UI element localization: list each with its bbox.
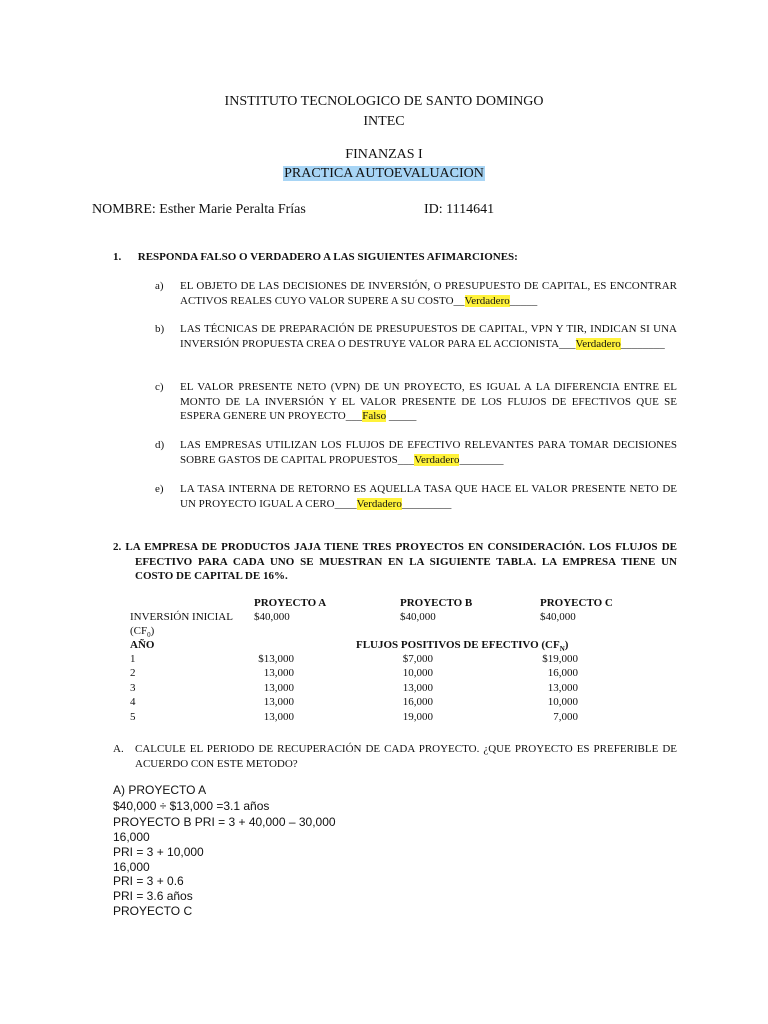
question-2a <box>113 742 677 772</box>
student-id: ID: 1114641 <box>424 202 495 217</box>
question-e-prompt: LA TASA INTERNA DE RETORNO ES AQUELLA TASA QUE HACE EL VALOR PRESENTE NETO DE UN PROYECTO IGUAL A CERO____ <box>180 483 677 510</box>
flow-cell-project-c: 13,000 <box>547 681 578 694</box>
flow-year-cell: 2 <box>130 667 136 680</box>
flow-cell-project-c: 16,000 <box>547 667 578 680</box>
question-b <box>155 322 677 366</box>
flow-cell-project-b: 10,000 <box>402 667 433 680</box>
table-header-project-c: PROYECTO C <box>540 597 613 609</box>
flow-cell-project-c: $19,000 <box>542 653 578 665</box>
question-e-text <box>180 482 677 511</box>
course-title: FINANZAS I <box>345 147 423 162</box>
question-d-blank: ________ <box>459 453 504 466</box>
flow-cell-project-a: 13,000 <box>263 696 294 709</box>
section2-heading: 2. LA EMPRESA DE PRODUCTOS JAJA TIENE TRES PROYECTOS EN CONSIDERACIÓN. LOS FLUJOS DE EFECTIVO PARA CADA UNO SE MUESTRAN EN LA SIGUIENTE TABLA. LA EMPRESA TIENE UN COSTO DE CAPITAL DE 16%. <box>113 541 677 582</box>
question-2a-text: CALCULE EL PERIODO DE RECUPERACIÓN DE CADA PROYECTO. ¿QUE PROYECTO ES PREFERIBLE DE ACUERDO CON ESTE METODO? <box>135 743 677 770</box>
question-a-letter: a) <box>155 280 164 292</box>
flow-cell-project-a: 13,000 <box>263 710 294 723</box>
flow-cell-project-a: $13,000 <box>258 653 294 665</box>
work-line-1: A) PROYECTO A <box>113 783 207 797</box>
question-e-letter: e) <box>155 483 164 495</box>
institute-title: INSTITUTO TECNOLOGICO DE SANTO DOMINGO <box>224 94 544 109</box>
question-2a-letter: A. <box>113 743 124 755</box>
question-b-answer: Verdadero <box>575 337 621 350</box>
flow-cell-project-b: $7,000 <box>402 653 433 665</box>
flow-cell-project-b: 19,000 <box>402 710 433 723</box>
question-c-blank: _____ <box>386 410 417 422</box>
question-b-letter: b) <box>155 323 165 335</box>
question-e-blank: _________ <box>401 497 452 510</box>
question-a-answer: Verdadero <box>464 294 510 307</box>
practice-title-wrap <box>0 166 768 182</box>
question-a-text <box>180 279 677 308</box>
cash-flow-table <box>130 597 690 727</box>
flow-year-cell: 3 <box>130 681 136 694</box>
work-line-5: PRI = 3 + 10,000 <box>113 845 204 859</box>
question-d-letter: d) <box>155 439 165 451</box>
flow-cell-project-a: 13,000 <box>263 681 294 694</box>
flow-year-cell: 4 <box>130 696 136 709</box>
question-c-letter: c) <box>155 381 164 393</box>
work-line-9: PROYECTO C <box>113 904 193 918</box>
flow-cell-project-c: 7,000 <box>553 710 578 723</box>
question-e <box>155 482 677 512</box>
question-d-answer: Verdadero <box>414 453 460 466</box>
flow-cell-project-b: 13,000 <box>402 681 433 694</box>
section1-heading: 1. RESPONDA FALSO O VERDADERO A LAS SIGUIENTES AFIMARCIONES: <box>113 251 518 263</box>
investment-sub-label: $(CF_0)$ <box>130 625 155 640</box>
question-e-answer: Verdadero <box>356 497 402 510</box>
flow-cell-project-a: 13,000 <box>263 667 294 680</box>
flow-year-cell: 1 <box>130 653 136 665</box>
institute-abbreviation: INTEC <box>363 114 405 129</box>
work-line-6: 16,000 <box>113 860 150 874</box>
work-line-3: PROYECTO B PRI = 3 + 40,000 – 30,000 <box>113 815 336 829</box>
question-a-blank: _____ <box>509 294 538 307</box>
investment-a: $40,000 <box>254 611 290 623</box>
flow-year-cell: 5 <box>130 710 136 723</box>
flow-cell-project-c: 10,000 <box>547 696 578 709</box>
question-c <box>155 380 677 424</box>
work-line-4: 16,000 <box>113 830 150 844</box>
question-c-text <box>180 380 677 424</box>
student-name: NOMBRE: Esther Marie Peralta Frías <box>92 202 306 217</box>
question-b-blank: ________ <box>620 337 665 350</box>
question-b-prompt: LAS TÉCNICAS DE PREPARACIÓN DE PRESUPUESTOS DE CAPITAL, VPN Y TIR, INDICAN SI UNA INVERSIÓN PROPUESTA CREA O DESTRUYE VALOR PARA EL ACCIONISTA___ <box>180 323 677 350</box>
question-a-prompt: EL OBJETO DE LAS DECISIONES DE INVERSIÓN, O PRESUPUESTO DE CAPITAL, ES ENCONTRAR ACTIVOS REALES CUYO VALOR SUPERE A SU COSTO__ <box>180 280 677 307</box>
investment-b: $40,000 <box>400 611 436 623</box>
work-line-8: PRI = 3.6 años <box>113 889 193 903</box>
flows-header: FLUJOS POSITIVOS DE EFECTIVO $(CF_N)$ <box>356 639 569 654</box>
question-d-prompt: LAS EMPRESAS UTILIZAN LOS FLUJOS DE EFECTIVO RELEVANTES PARA TOMAR DECISIONES SOBRE GASTOS DE CAPITAL PROPUESTOS___ <box>180 439 677 466</box>
question-d-text <box>180 438 677 467</box>
year-header: AÑO <box>130 639 155 651</box>
practice-title: PRACTICA AUTOEVALUACION <box>284 166 484 181</box>
work-line-7: PRI = 3 + 0.6 <box>113 874 184 888</box>
question-d <box>155 438 677 468</box>
question-b-text <box>180 322 677 351</box>
table-header-project-b: PROYECTO B <box>400 597 473 609</box>
question-c-prompt: EL VALOR PRESENTE NETO (VPN) DE UN PROYECTO, ES IGUAL A LA DIFERENCIA ENTRE EL MONTO DE LA INVERSIÓN Y EL VALOR PRESENTE DE LOS FLUJOS DE EFECTIVOS QUE SE ESPERA GENERE UN PROYECTO___ <box>180 381 677 422</box>
investment-c: $40,000 <box>540 611 576 623</box>
question-a <box>155 279 677 309</box>
work-line-2: $40,000 ÷ $13,000 =3.1 años <box>113 799 270 813</box>
investment-label: INVERSIÓN INICIAL <box>130 611 233 623</box>
question-c-answer: Falso <box>362 410 387 422</box>
flow-cell-project-b: 16,000 <box>402 696 433 709</box>
table-header-project-a: PROYECTO A <box>254 597 327 609</box>
